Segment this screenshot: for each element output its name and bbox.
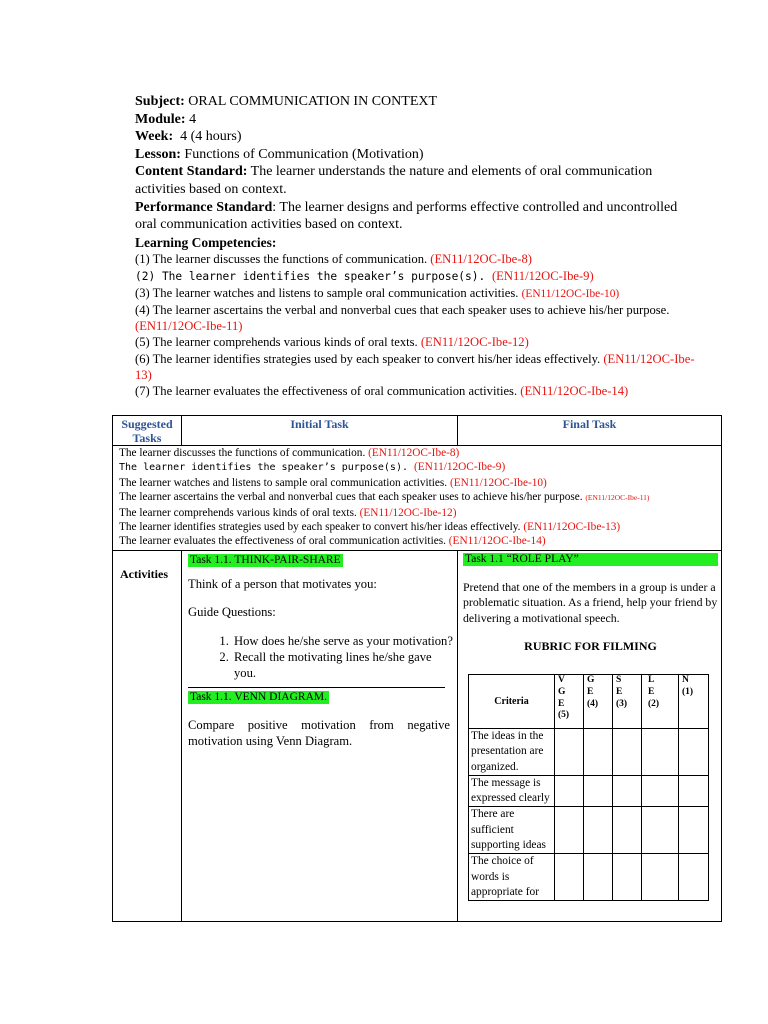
rubric-criterion: There are sufficient supporting ideas <box>469 807 555 854</box>
task-think-pair-share-title: Task 1.1. THINK-PAIR-SHARE <box>190 554 341 566</box>
rubric-row <box>469 775 709 807</box>
competency-code: (EN11/12OC-Ibe-14) <box>520 383 629 398</box>
table-competency-code: (EN11/12OC-Ibe-9) <box>414 461 506 474</box>
rubric-scale-header <box>642 675 679 729</box>
table-competency-text: The learner evaluates the effectiveness of oral communication activities. <box>119 535 449 548</box>
table-competency-code: (EN11/12OC-Ibe-13) <box>523 521 621 534</box>
rubric-score-cell <box>555 854 584 901</box>
scale-letter: L <box>648 675 655 685</box>
tasks-table <box>112 415 722 922</box>
subject-line <box>135 93 695 111</box>
competency-text: (6) The learner identifies strategies used by each speaker to convert his/her ideas effectively. <box>135 351 604 366</box>
competency-item <box>135 285 695 302</box>
table-competency-text: The learner identifies the speaker’s purpose(s). <box>119 462 415 474</box>
competency-code: (EN11/12OC-Ibe-13) <box>135 351 695 382</box>
rubric-score-cell <box>584 854 613 901</box>
lesson-line <box>135 146 695 164</box>
rubric-score-cell <box>679 807 709 854</box>
competencies-heading: Learning Competencies: <box>135 234 277 250</box>
table-competency <box>119 446 719 460</box>
rubric-row <box>469 729 709 776</box>
guide-question: 2. Recall the motivating lines he/she gave you. <box>232 649 455 681</box>
rubric-criterion: The ideas in the presentation are organized. <box>469 729 555 776</box>
competency-item <box>135 351 695 383</box>
role-play-instructions: Pretend that one of the members in a group is under a problematic situation. As a friend, help your friend by delivering a motivational speech. <box>463 579 718 625</box>
scale-letter: V <box>558 675 565 685</box>
rubric-criteria-header: Criteria <box>469 675 555 729</box>
table-competency <box>119 506 719 520</box>
rubric-row <box>469 854 709 901</box>
competency-item <box>135 383 695 399</box>
competency-item <box>135 334 695 350</box>
rubric-score-cell <box>584 807 613 854</box>
performance-standard <box>135 199 695 234</box>
scale-letter: E <box>587 686 594 697</box>
rubric-score-cell <box>642 807 679 854</box>
competencies-row <box>119 446 719 549</box>
guide-question: 1. How does he/she serve as your motivation? <box>232 633 455 649</box>
scale-letter: E <box>558 698 565 709</box>
rubric-score-cell <box>613 854 642 901</box>
rubric-score-cell <box>555 729 584 776</box>
lesson-value: Functions of Communication (Motivation) <box>180 146 424 162</box>
module-value: 4 <box>185 111 197 127</box>
competency-code: (EN11/12OC-Ibe-8) <box>430 252 532 267</box>
week-line <box>135 128 695 146</box>
rubric-score-cell <box>584 729 613 776</box>
table-competency-text: The learner discusses the functions of communication. <box>119 447 369 459</box>
col-header-initial-task: Initial Task <box>290 417 349 431</box>
performance-standard-value: : The learner designs and performs effective controlled and uncontrolled oral communication activities based on context. <box>135 199 678 233</box>
scale-score: (5) <box>558 710 570 721</box>
rubric-scale-header <box>613 675 642 729</box>
rubric-score-cell <box>642 729 679 776</box>
rubric-score-cell <box>679 775 709 807</box>
scale-letter: N <box>682 675 689 685</box>
table-competency-code: (EN11/12OC-Ibe-10) <box>449 476 547 489</box>
rubric-score-cell <box>613 807 642 854</box>
table-divider <box>181 551 182 922</box>
competency-text: (3) The learner watches and listens to sample oral communication activities. <box>135 285 522 300</box>
rubric-score-cell <box>613 729 642 776</box>
competency-text: (4) The learner ascertains the verbal and nonverbal cues that each speaker uses to achieve his/her purpose. <box>135 302 670 317</box>
competency-text: (5) The learner comprehends various kinds of oral texts. <box>135 335 421 350</box>
rubric-score-cell <box>679 854 709 901</box>
competency-item <box>135 268 695 285</box>
table-competency-code: (EN11/12OC-Ibe-12) <box>359 506 457 519</box>
scale-score: (1) <box>682 686 694 697</box>
rubric-score-cell <box>555 807 584 854</box>
table-competency-code: (EN11/12OC-Ibe-11) <box>585 493 650 503</box>
competency-item <box>135 251 695 267</box>
table-competency-text: The learner identifies strategies used by each speaker to convert his/her ideas effectively. <box>119 521 524 534</box>
content-standard-label: Content Standard: <box>135 164 248 180</box>
module-line <box>135 111 695 129</box>
rubric-score-cell <box>584 775 613 807</box>
initial-task-cell <box>188 551 455 749</box>
subject-value: ORAL COMMUNICATION IN CONTEXT <box>184 94 438 109</box>
lesson-label: Lesson: <box>135 146 181 162</box>
scale-letter: S <box>616 675 622 685</box>
week-value: 4 (4 hours) <box>173 129 242 145</box>
rubric-score-cell <box>555 775 584 807</box>
competency-item <box>135 302 695 334</box>
content-standard <box>135 163 695 198</box>
table-divider <box>457 551 458 922</box>
rubric-score-cell <box>642 775 679 807</box>
rubric-score-cell <box>679 729 709 776</box>
scale-letter: E <box>648 686 655 697</box>
section-separator <box>188 687 445 688</box>
competency-text: (7) The learner evaluates the effectiveness of oral communication activities. <box>135 383 521 398</box>
table-competency-code: (EN11/12OC-Ibe-14) <box>448 535 546 548</box>
rubric-criterion: The message is expressed clearly <box>469 775 555 807</box>
document-header <box>135 93 695 399</box>
table-competency-text: The learner ascertains the verbal and nonverbal cues that each speaker uses to achieve his/her purpose. <box>119 491 586 504</box>
table-competency-text: The learner comprehends various kinds of oral texts. <box>119 506 360 519</box>
scale-letter: G <box>587 675 595 685</box>
guide-questions-list <box>188 633 455 681</box>
rubric-score-cell <box>642 854 679 901</box>
subject-label: Subject: <box>135 94 185 109</box>
col-header-final-task: Final Task <box>562 417 617 431</box>
rubric-scale-header <box>584 675 613 729</box>
guide-questions-label: Guide Questions: <box>188 605 276 619</box>
competency-code: (EN11/12OC-Ibe-11) <box>135 319 243 334</box>
rubric-scale-header <box>679 675 709 729</box>
final-task-cell <box>463 551 718 655</box>
competency-text: (2) The learner identifies the speaker’s purpose(s). <box>135 269 492 283</box>
table-competency-text: The learner watches and listens to sample oral communication activities. <box>119 476 450 489</box>
module-label: Module: <box>135 111 186 127</box>
competency-code: (EN11/12OC-Ibe-9) <box>491 268 594 283</box>
activities-label: Activities <box>120 567 168 581</box>
competency-code: (EN11/12OC-Ibe-12) <box>420 335 529 350</box>
task-role-play-title: Task 1.1 “ROLE PLAY” <box>463 553 718 566</box>
table-competency-code: (EN11/12OC-Ibe-8) <box>368 447 460 459</box>
rubric-criterion: The choice of words is appropriate for <box>469 854 555 901</box>
rubric-scale-header <box>555 675 584 729</box>
week-label: Week: <box>135 129 174 145</box>
rubric-row <box>469 807 709 854</box>
scale-score: (2) <box>648 698 660 709</box>
venn-diagram-instructions: Compare positive motivation from negative motivation using Venn Diagram. <box>188 718 450 748</box>
competency-text: (1) The learner discusses the functions of communication. <box>135 252 431 267</box>
rubric-title: RUBRIC FOR FILMING <box>524 639 657 654</box>
competency-code: (EN11/12OC-Ibe-10) <box>521 287 620 300</box>
rubric-score-cell <box>613 775 642 807</box>
rubric-table <box>468 674 709 901</box>
task-venn-diagram-title: Task 1.1. VENN DIAGRAM. <box>190 691 327 703</box>
rubric-header-row <box>469 675 709 729</box>
table-competency <box>119 476 719 490</box>
col-header-suggested-tasks: Suggested Tasks <box>121 417 173 445</box>
scale-score: (4) <box>587 698 599 709</box>
performance-standard-label: Performance Standard <box>135 199 273 215</box>
table-competency <box>119 490 719 505</box>
table-competency <box>119 520 719 534</box>
scale-letter: E <box>616 686 623 697</box>
scale-score: (3) <box>616 698 628 709</box>
initial-prompt: Think of a person that motivates you: <box>188 577 377 591</box>
table-competency <box>119 460 719 475</box>
scale-letter: G <box>558 686 566 697</box>
content-standard-value: The learner understands the nature and elements of oral communication activities based on context. <box>135 164 653 197</box>
table-competency <box>119 534 719 548</box>
